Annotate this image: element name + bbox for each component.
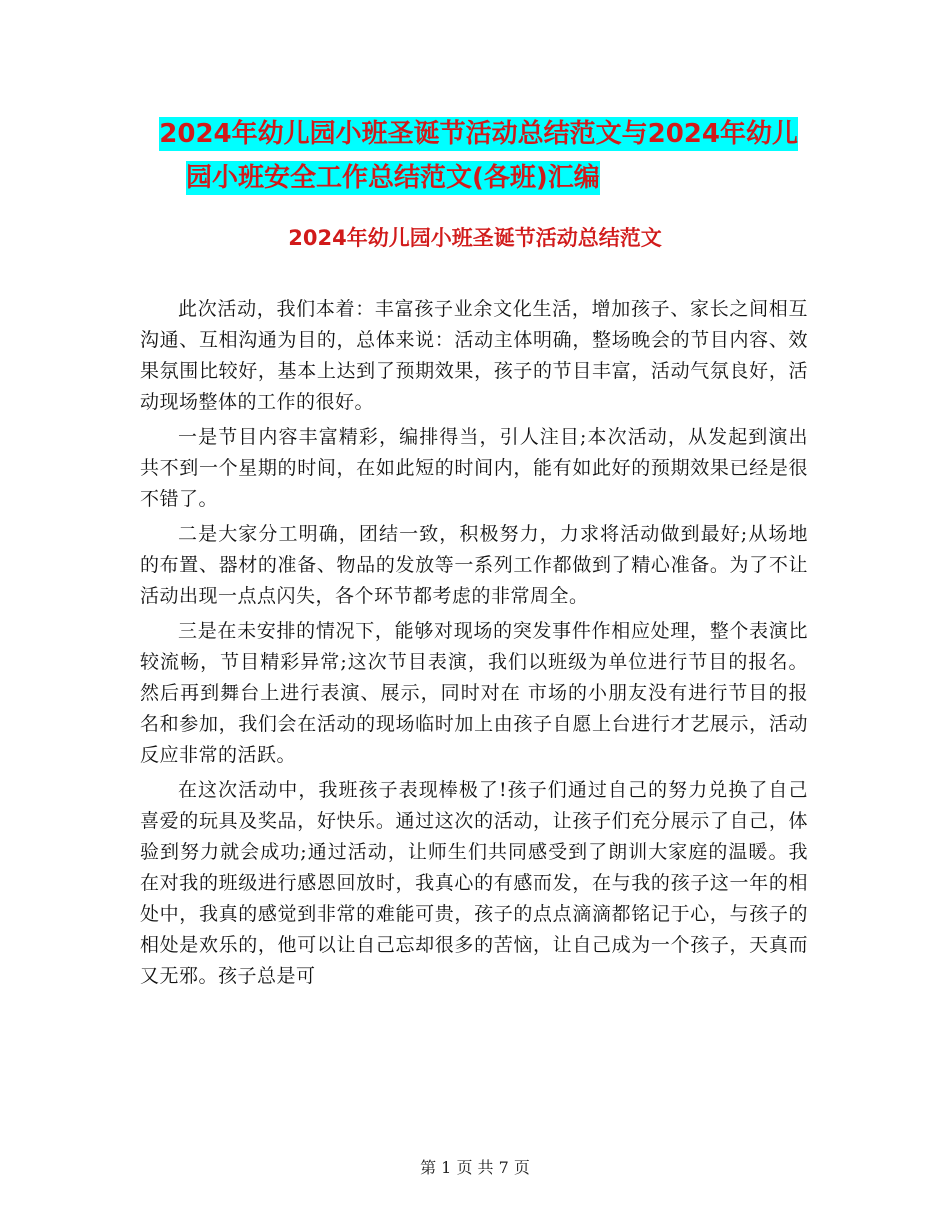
page-footer: 第 1 页 共 7 页 (420, 1158, 530, 1177)
paragraph-3: 二是大家分工明确，团结一致，积极努力，力求将活动做到最好;从场地的布置、器材的准备、物品的发放等一系列工作都做到了精心准备。为了不让活动出现一点点闪失，各个环节都考虑的非常周全。 (140, 523, 808, 607)
section-heading: 2024年幼儿园小班圣诞节活动总结范文 (288, 226, 662, 250)
title-line-1: 2024年幼儿园小班圣诞节活动总结范文与2024年幼儿 (159, 119, 798, 149)
paragraph-4: 三是在未安排的情况下，能够对现场的突发事件作相应处理，整个表演比较流畅，节目精彩异常;这次节目表演，我们以班级为单位进行节目的报名。然后再到舞台上进行表演、展示，同时对在 市场的小朋友没有进行节目的报名和参加，我们会在活动的现场临时加上由孩子自愿上台进行才艺展示，活动反应非常的活跃。 (140, 620, 808, 766)
paragraph-5: 在这次活动中，我班孩子表现棒极了!孩子们通过自己的努力兑换了自己喜爱的玩具及奖品，好快乐。通过这次的活动，让孩子们充分展示了自己，体验到努力就会成功;通过活动，让师生们共同感受到了朗训大家庭的温暖。我在对我的班级进行感恩回放时，我真心的有感而发，在与我的孩子这一年的相处中，我真的感觉到非常的难能可贵，孩子的点点滴滴都铭记于心，与孩子的相处是欢乐的，他可以让自己忘却很多的苦恼，让自己成为一个孩子，天真而又无邪。孩子总是可 (140, 779, 808, 987)
paragraph-1: 此次活动，我们本着：丰富孩子业余文化生活，增加孩子、家长之间相互沟通、互相沟通为目的，总体来说：活动主体明确，整场晚会的节目内容、效果氛围比较好，基本上达到了预期效果，孩子的节目丰富，活动气氛良好，活动现场整体的工作的很好。 (140, 298, 808, 413)
document-body (140, 294, 808, 996)
document-title (140, 112, 840, 200)
title-line-2: 园小班安全工作总结范文(各班)汇编 (186, 163, 600, 193)
paragraph-2: 一是节目内容丰富精彩，编排得当，引人注目;本次活动，从发起到演出共不到一个星期的时间，在如此短的时间内，能有如此好的预期效果已经是很不错了。 (140, 426, 808, 510)
